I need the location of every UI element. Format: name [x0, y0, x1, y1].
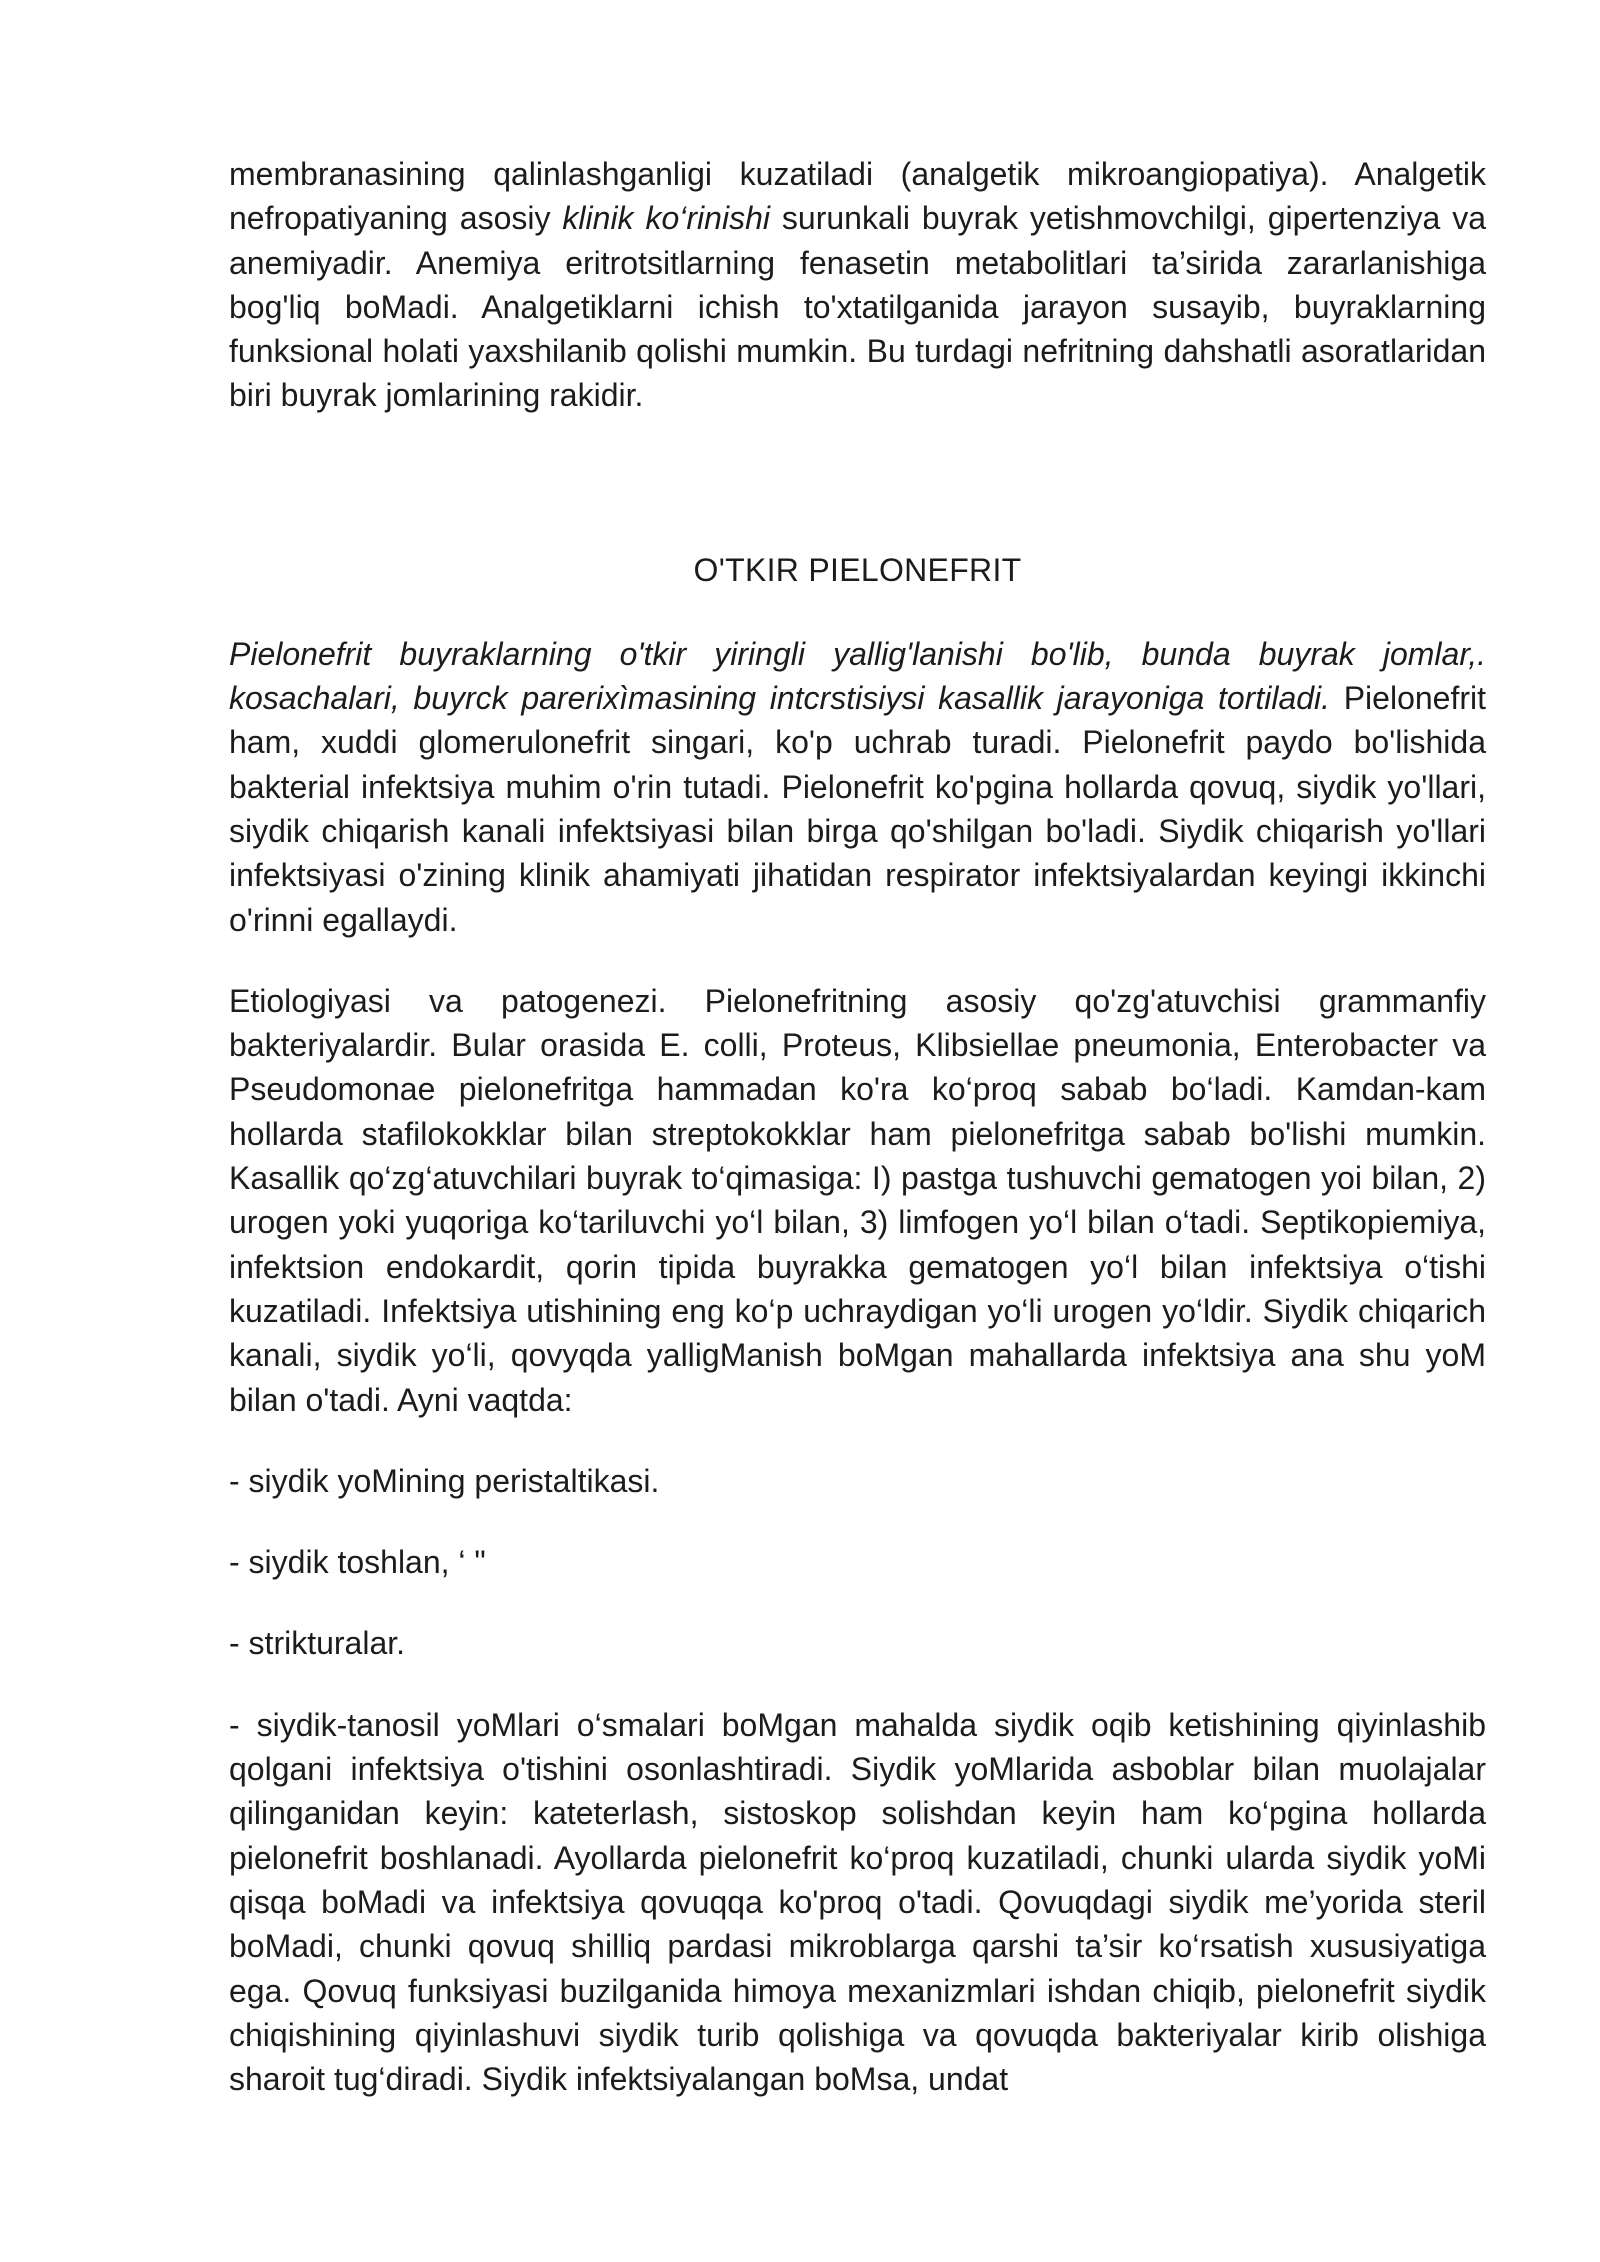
definition-paragraph [229, 632, 1486, 942]
intro-text-b: surunkali buyrak yetishmovchilgi, gipertenziya va anemiyadir. Anemiya eritrotsitlarning fenasetin metabolitlari ta’sirida zararlanishiga bog'liq boMadi. Analgetiklarni ichish to'xtatilganida jarayon susayib, buyraklarning funksional holati yaxshilanib qolishi mumkin. Bu turdagi nefritning dahshatli asoratlaridan biri buyrak jomlarining rakidir. [229, 200, 1487, 414]
intro-text-a: membranasining qalinlashganligi kuzatiladi (analgetik mikroangiopatiya). Analgetik nefropatiyaning asosiy [229, 156, 1486, 237]
list-item-peristaltics: - siydik yoMining peristaltikasi. [229, 1462, 660, 1499]
list-item-stones: - siydik toshlan, ‘ " [229, 1544, 486, 1581]
definition-text: Pielonefrit ham, xuddi glomerulonefrit singari, ko'p uchrab turadi. Pielonefrit paydo bo'lishida bakterial infektsiya muhim o'rin tutadi. Pielonefrit ko'pgina hollarda qovuq, siydik yo'llari, siydik chiqarish kanali infektsiyasi bilan birga qo'shilgan bo'ladi. Siydik chiqarish yo'llari infektsiyasi o'zining klinik ahamiyati jihatidan respirator infektsiyalardan keyingi ikkinchi o'rinni egallaydi. [229, 680, 1487, 938]
definition-italic: Pielonefrit buyraklarning o'tkir yiringli yallig'lanishi bo'lib, bunda buyrak jomlar,. kosachalari, buyrck parerixìmasining intcrstisiysi kasallik jarayoniga tortiladi. [229, 635, 1486, 717]
document-page [229, 152, 1486, 2138]
list-item-strictures: - strikturalar. [229, 1625, 406, 1662]
tumors-paragraph: - siydik-tanosil yoMlari o‘smalari boMgan mahalda siydik oqib ketishining qiyinlashib qolgani infektsiya o'tishini osonlashtiradi. Siydik yoMlarida asboblar bilan muolajalar qilinganidan keyin: kateterlash, sistoskop solishdan keyin ham ko‘pgina hollarda pielonefrit boshlanadi. Ayollarda pielonefrit ko‘proq kuzatiladi, chunki ularda siydik yoMi qisqa boMadi va infektsiya qovuqqa ko'proq o'tadi. Qovuqdagi siydik me’yorida steril boMadi, chunki qovuq shilliq pardasi mikroblarga qarshi ta’sir ko‘rsatish xususiyatiga ega. Qovuq funksiyasi buzilganida himoya mexanizmlari ishdan chiqib, pielonefrit siydik chiqishining qiyinlashuvi siydik turib qolishiga va qovuqda bakteriyalar kirib olishiga sharoit tug‘diradi. Siydik infektsiyalangan boMsa, undat [229, 1706, 1486, 2098]
etiology-paragraph: Etiologiyasi va patogenezi. Pielonefritning asosiy qo'zg'atuvchisi grammanfiy bakteriyalardir. Bular orasida E. colli, Proteus, Klibsiellae pneumonia, Enterobacter va Pseudomonae pielonefritga hammadan ko'ra ko‘proq sabab bo‘ladi. Kamdan-kam hollarda stafilokokklar bilan streptokokklar ham pielonefritga sabab bo'lishi mumkin. Kasallik qo‘zg‘atuvchilari buyrak to‘qimasiga: I) pastga tushuvchi gematogen yoi bilan, 2) urogen yoki yuqoriga ko‘tariluvchi yo‘l bilan, 3) limfogen yo‘l bilan o‘tadi. Septikopiemiya, infektsion endokardit, qorin tipida buyrakka gematogen yo‘l bilan infektsiya o‘tishi kuzatiladi. Infektsiya utishining eng ko‘p uchraydigan yo‘li urogen yo‘ldir. Siydik chiqarich kanali, siydik yo‘li, qovyqda yalligManish boMgan mahallarda infektsiya ana shu yoM bilan o'tadi. Ayni vaqtda: [229, 982, 1486, 1418]
intro-text-italic: klinik ko‘rinishi [562, 200, 770, 237]
section-heading: O'TKIR PIELONEFRIT [693, 551, 1022, 588]
intro-paragraph [229, 152, 1486, 418]
